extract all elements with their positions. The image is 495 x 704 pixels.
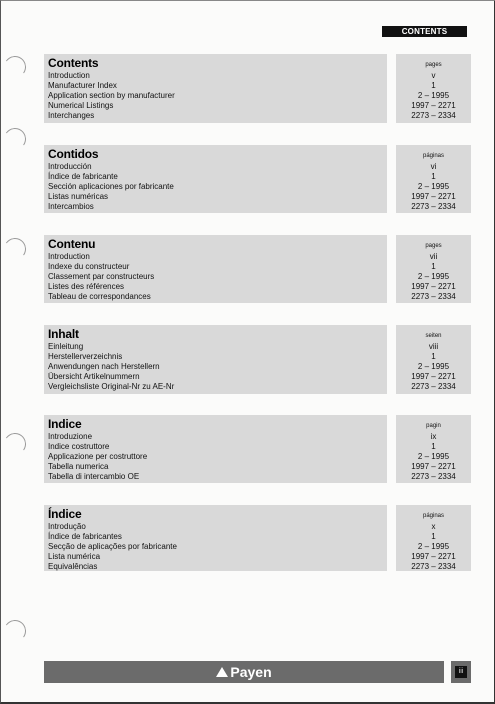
pages-label: pages [425, 243, 442, 249]
section-title: Inhalt [48, 327, 79, 341]
entry-label: Einleitung [48, 342, 84, 351]
entry-label: Herstellerverzeichnis [48, 352, 123, 361]
section-entries [48, 71, 175, 121]
entry-page: viii [428, 342, 439, 351]
pages-label: seiten [425, 333, 442, 339]
entry-label: Secção de aplicações por fabricante [48, 542, 177, 551]
section-portuguese-pages [396, 505, 471, 571]
entry-page: 2 – 1995 [417, 362, 450, 371]
section-italian [44, 415, 387, 483]
entry-label: Equivalências [48, 562, 98, 571]
entry-label: Interchanges [48, 111, 95, 120]
entry-label: Applicazione per costruttore [48, 452, 148, 461]
section-entries [48, 432, 147, 482]
entry-label: Anwendungen nach Herstellern [48, 362, 160, 371]
pages-label: páginas [422, 513, 445, 519]
entry-page: 2273 – 2334 [411, 562, 456, 571]
section-title: Contidos [48, 147, 99, 161]
brand-name: Payen [230, 664, 272, 680]
entry-page: 1997 – 2271 [411, 101, 456, 110]
entry-page: v [431, 71, 436, 80]
entry-page: 1997 – 2271 [411, 462, 456, 471]
entry-page: 2 – 1995 [417, 542, 450, 551]
entry-page: 1997 – 2271 [411, 552, 456, 561]
entry-page: 1 [431, 172, 436, 181]
page-numbers [396, 342, 471, 392]
entry-page: 2 – 1995 [417, 452, 450, 461]
section-portuguese [44, 505, 387, 571]
section-french-pages [396, 235, 471, 303]
entry-label: Índice de fabricante [48, 172, 118, 181]
entry-page: 1 [431, 442, 436, 451]
entry-page: 2 – 1995 [417, 91, 450, 100]
section-entries [48, 252, 154, 302]
entry-label: Application section by manufacturer [48, 91, 175, 100]
pages-label: páginas [422, 153, 445, 159]
section-title: Indice [48, 417, 82, 431]
entry-label: Índice de fabricantes [48, 532, 122, 541]
section-title: Contenu [48, 237, 96, 251]
section-german-pages [396, 325, 471, 394]
entry-label: Introduzione [48, 432, 93, 441]
triangle-logo-icon [216, 667, 228, 677]
section-italian-pages [396, 415, 471, 483]
entry-page: ix [430, 432, 437, 441]
entry-page: 1 [431, 262, 436, 271]
section-title: Contents [48, 56, 99, 70]
section-english [44, 54, 387, 123]
entry-label: Tableau de correspondances [48, 292, 151, 301]
page-numbers [396, 432, 471, 482]
page-numbers [396, 71, 471, 121]
entry-page: x [431, 522, 436, 531]
entry-label: Tabella numerica [48, 462, 109, 471]
section-german [44, 325, 387, 394]
entry-page: 2 – 1995 [417, 272, 450, 281]
section-spanish-pages [396, 145, 471, 213]
brand-logo [44, 664, 444, 680]
entry-label: Indice costruttore [48, 442, 110, 451]
entry-page: 2273 – 2334 [411, 292, 456, 301]
page-number: iii [455, 666, 467, 678]
entry-label: Introdução [48, 522, 86, 531]
entry-page: 2 – 1995 [417, 182, 450, 191]
entry-page: 1997 – 2271 [411, 192, 456, 201]
contents-header-tab: CONTENTS [382, 26, 467, 37]
entry-label: Tabella di intercambio OE [48, 472, 140, 481]
entry-label: Listas numéricas [48, 192, 109, 201]
entry-page: 2273 – 2334 [411, 472, 456, 481]
entry-label: Sección aplicaciones por fabricante [48, 182, 174, 191]
section-title: Índice [48, 507, 82, 521]
entry-label: Introduction [48, 71, 90, 80]
entry-label: Listes des références [48, 282, 125, 291]
entry-page: vii [429, 252, 438, 261]
pages-label: pagin [426, 423, 441, 429]
pages-label: pages [425, 62, 442, 68]
entry-label: Intercambios [48, 202, 94, 211]
section-spanish [44, 145, 387, 213]
entry-page: 2273 – 2334 [411, 111, 456, 120]
entry-label: Manufacturer Index [48, 81, 117, 90]
entry-label: Indexe du constructeur [48, 262, 130, 271]
entry-label: Classement par constructeurs [48, 272, 155, 281]
entry-label: Vergleichsliste Original-Nr zu AE-Nr [48, 382, 175, 391]
page-numbers [396, 162, 471, 212]
section-french [44, 235, 387, 303]
page-numbers [396, 522, 471, 571]
section-entries [48, 162, 174, 212]
entry-label: Numerical Listings [48, 101, 114, 110]
entry-label: Introducción [48, 162, 92, 171]
entry-page: vi [430, 162, 437, 171]
entry-label: Übersicht Artikelnummern [48, 372, 140, 381]
entry-page: 2273 – 2334 [411, 202, 456, 211]
section-entries [48, 342, 174, 392]
footer-bar [44, 661, 444, 683]
entry-page: 2273 – 2334 [411, 382, 456, 391]
entry-page: 1 [431, 81, 436, 90]
entry-page: 1 [431, 532, 436, 541]
section-entries [48, 522, 177, 571]
entry-page: 1 [431, 352, 436, 361]
footer-page-box [451, 661, 471, 683]
entry-label: Lista numérica [48, 552, 101, 561]
section-english-pages [396, 54, 471, 123]
entry-page: 1997 – 2271 [411, 282, 456, 291]
page-numbers [396, 252, 471, 302]
entry-page: 1997 – 2271 [411, 372, 456, 381]
entry-label: Introduction [48, 252, 90, 261]
